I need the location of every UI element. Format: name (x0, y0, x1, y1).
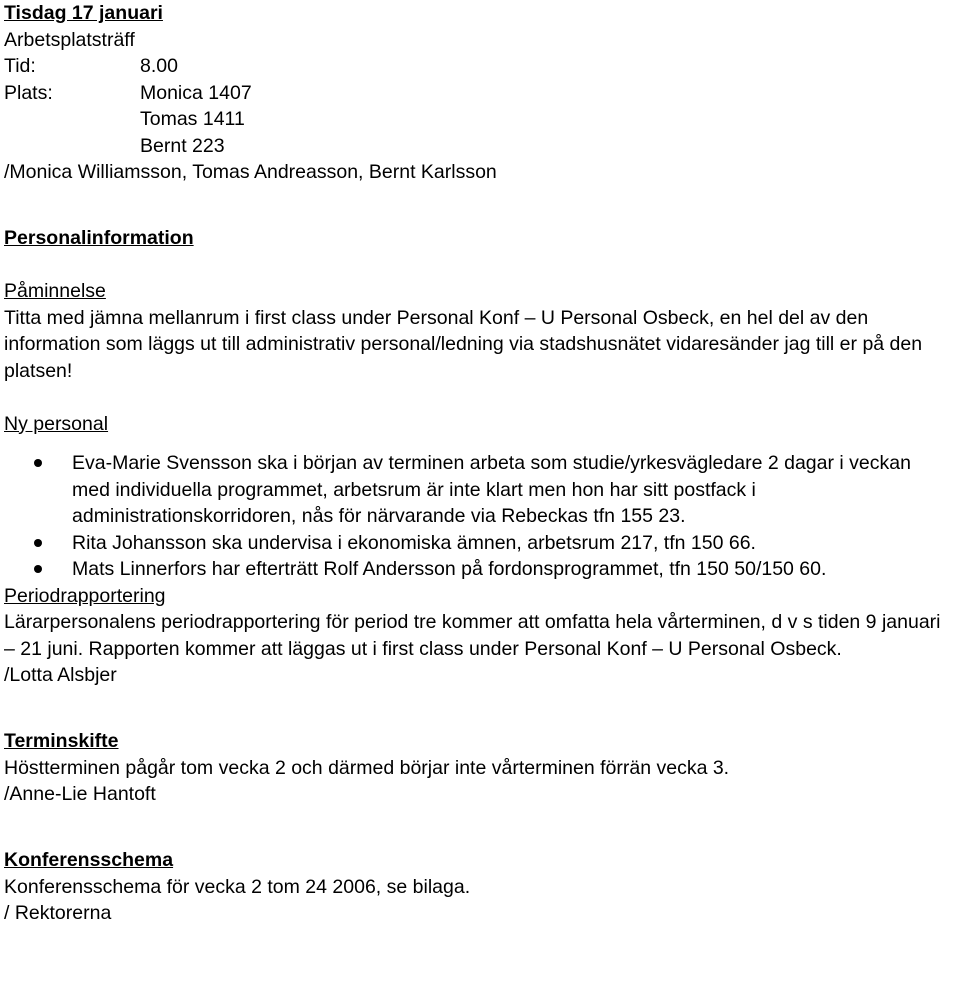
place-item: Monica 1407 (140, 81, 252, 104)
bullet-icon (34, 459, 42, 467)
term-change-signature: /Anne-Lie Hantoft (4, 783, 156, 805)
spacer (4, 715, 948, 728)
period-report-text: Lärarpersonalens periodrapportering för period tre kommer att omfatta hela vårterminen, d v s tiden 9 januari – 21 juni. Rapporten kommer att läggas ut i first class under Personal Konf – U Personal Osbeck. (4, 611, 941, 660)
spacer (4, 834, 948, 847)
date-heading: Tisdag 17 januari (4, 2, 163, 24)
section-heading-personalinformation: Personalinformation (4, 227, 194, 249)
conference-signature: / Rektorerna (4, 902, 112, 924)
bullet-icon (34, 565, 42, 573)
list-item (4, 450, 948, 530)
subheading-new-staff: Ny personal (4, 412, 109, 435)
list-item-text: Eva-Marie Svensson ska i början av terminen arbeta som studie/yrkesvägledare 2 dagar i veckan med individuella programmet, arbetsrum är inte klart men hon har sitt postfack i administrationskorridoren, nås för närvarande via Rebeckas tfn 155 23. (72, 452, 911, 527)
place-row (4, 80, 948, 107)
spacer (4, 252, 948, 279)
spacer (4, 437, 948, 450)
time-label: Tid: (4, 55, 36, 77)
bullet-icon (34, 539, 42, 547)
section-heading-term-change: Terminskifte (4, 730, 119, 752)
time-value: 8.00 (140, 55, 178, 77)
spacer (4, 384, 948, 411)
header-signature: /Monica Williamsson, Tomas Andreasson, Bernt Karlsson (4, 161, 497, 183)
term-change-text: Höstterminen pågår tom vecka 2 och därmed börjar inte vårterminen förrän vecka 3. (4, 756, 730, 779)
spacer (4, 808, 948, 835)
event-title: Arbetsplatsträff (4, 28, 135, 51)
spacer (4, 186, 948, 213)
time-row (4, 53, 948, 80)
new-staff-list (4, 450, 948, 583)
place-item: Tomas 1411 (140, 108, 245, 130)
list-item-text: Rita Johansson ska undervisa i ekonomiska ämnen, arbetsrum 217, tfn 150 66. (72, 531, 756, 554)
spacer (4, 212, 948, 225)
period-report-signature: /Lotta Alsbjer (4, 664, 117, 686)
reminder-text: Titta med jämna mellanrum i first class under Personal Konf – U Personal Osbeck, en hel del av den information som läggs ut till administrativ personal/ledning via stadshusnätet vidaresänder jag till er på den platsen! (4, 306, 923, 382)
subheading-period-report: Periodrapportering (4, 584, 166, 607)
spacer (4, 689, 948, 716)
list-item-text: Mats Linnerfors har efterträtt Rolf Andersson på fordonsprogrammet, tfn 150 50/150 60. (72, 558, 827, 580)
subheading-reminder: Påminnelse (4, 280, 106, 302)
conference-text: Konferensschema för vecka 2 tom 24 2006, se bilaga. (4, 875, 471, 898)
place-item: Bernt 223 (140, 134, 225, 157)
list-item (4, 556, 948, 583)
section-heading-conference: Konferensschema (4, 849, 174, 871)
list-item (4, 530, 948, 557)
place-label: Plats: (4, 81, 53, 104)
